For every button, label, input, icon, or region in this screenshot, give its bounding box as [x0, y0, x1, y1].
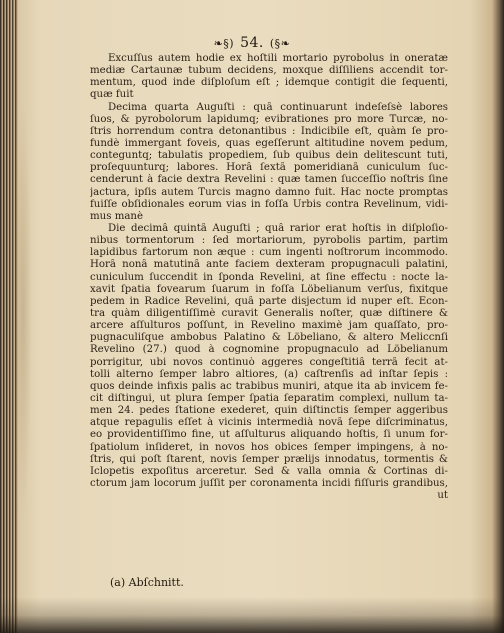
text-line: arcere aſſulturos poſſunt, in Revelino maximè jam quaſſato, pro-: [90, 320, 448, 332]
text-line: Decima quarta Auguſti : quâ continuarunt indeſeſsè labores: [108, 101, 448, 113]
text-line: pedem in Radice Revelini, quâ parte disjectum id nuper eſt. Econ-: [90, 295, 448, 307]
text-line: ut: [437, 490, 448, 502]
text-line: Excuſſus autem hodie ex hoſtili mortario pyrobolus in oneratæ: [108, 53, 448, 64]
text-line: jactura, ipſis autem Turcis magno damno fuit. Hac nocte promptas: [90, 186, 448, 198]
text-line: tolli alterno ſemper labro altiores, (a) caſtrenſis ad inſtar ſepis :: [90, 368, 448, 380]
text-line: mus manè: [90, 210, 144, 222]
text-line: cit diſtingui, ut plura ſemper ſpatia ſeparatim complexi, nullum ta-: [90, 392, 448, 404]
text-line: conteguntq; tabulatis propediem, ſub quibus dein delitescunt tuti,: [90, 150, 448, 162]
paper-stain: [14, 100, 32, 520]
page-number: 54.: [240, 35, 264, 51]
text-line: mentum, quod inde diſploſum eſt ; idemque contigit die ſequenti,: [90, 77, 448, 89]
header-ornament-left: ❧§): [213, 36, 235, 50]
text-line: xavit ſpatia fovearum ſuarum in foſſa Löbelianum verſus, fixitque: [90, 283, 448, 295]
text-line: proſequunturq; labores. Horâ ſextâ pomeridianâ cuniculum ſuc-: [90, 162, 448, 174]
text-line: quæ fuit: [90, 89, 134, 101]
text-line: fundè immergant foveis, quas egeſſerunt altitudine novem pedum,: [90, 137, 448, 149]
text-line: porrigitur, ubi novos continuò aggeres congeſtitiâ terrâ fecit at-: [90, 356, 448, 368]
text-line: ſpatiolum inſideret, in novos hos obices ſemper impingens, à no-: [90, 441, 448, 453]
text-line: Horâ nonâ matutinâ ante faciem dexteram propugnaculi palatini,: [90, 259, 448, 271]
text-line: tra quàm diligentiſſimè curavit Generalis noſter, quæ diſtinere &: [90, 307, 448, 319]
text-line: nibus tormentorum : ſed mortariorum, pyrobolis partim, partim: [90, 235, 448, 247]
text-line: pugnaculiſque ambobus Palatino & Löbeliano, & altero Meliccnſi: [90, 332, 448, 344]
text-line: fuiſſe obſidionales eorum vias in foſſa Urbis contra Revelinum, vidi-: [90, 198, 448, 210]
text-line: ſtris horrendum contra detonantibus : Indicibile eſt, quàm ſe pro-: [90, 125, 448, 137]
text-line: lapidibus fartorum non æque : cum ingenti noſtrorum incommodo.: [90, 247, 448, 259]
text-line: ſuos, & pyrobolorum lapidumq; evibrationes pro more Turcæ, no-: [90, 113, 448, 125]
bottom-shadow: [0, 597, 504, 633]
page-header: [0, 33, 504, 53]
text-line: men 24. pedes ſtatione exederet, quin diſtinctis ſemper aggeribus: [90, 405, 448, 417]
text-line: cuniculum ſuccendit in ſponda Revelini, at ſine effectu : nocte la-: [90, 271, 448, 283]
footnote: (a) Abſchnitt.: [110, 576, 184, 589]
text-line: ſtris, qui poſt ſtarent, novis ſemper prælijs innodatus, tormentis &: [90, 453, 448, 465]
text-line: cenderunt à facie dextra Revelini : quæ tamen ſucceſſio noſtris ſine: [90, 174, 448, 186]
text-line: Die decimâ quintâ Auguſti ; quâ rarior erat hoſtis in diſploſio-: [108, 222, 448, 234]
text-line: eo providentiſſimo fine, ut aſſulturus aliquando hoſtis, ſi unum for-: [90, 429, 448, 441]
text-line: mediæ Cartaunæ tubum decidens, moxque diſſiliens accendit tor-: [90, 65, 448, 77]
text-line: Iclopetis expoſitus arceretur. Sed & valla omnia & Cortinas di-: [90, 465, 448, 477]
header-ornament-right: (§❧: [269, 36, 291, 50]
text-line: atque repagulis eſſet à vicinis intermedià novâ ſepe diſcriminatus,: [90, 417, 448, 429]
text-line: ctorum jam locorum juſſit per coronamenta incidi fiſſuris grandibus,: [90, 477, 448, 489]
body-text: [90, 53, 448, 502]
text-line: Revelino (27.) quod à cognomine propugnaculo ad Löbelianum: [90, 344, 448, 356]
text-line: quos deinde infixis palis ac trabibus muniri, atque ita ab invicem fe-: [90, 380, 448, 392]
